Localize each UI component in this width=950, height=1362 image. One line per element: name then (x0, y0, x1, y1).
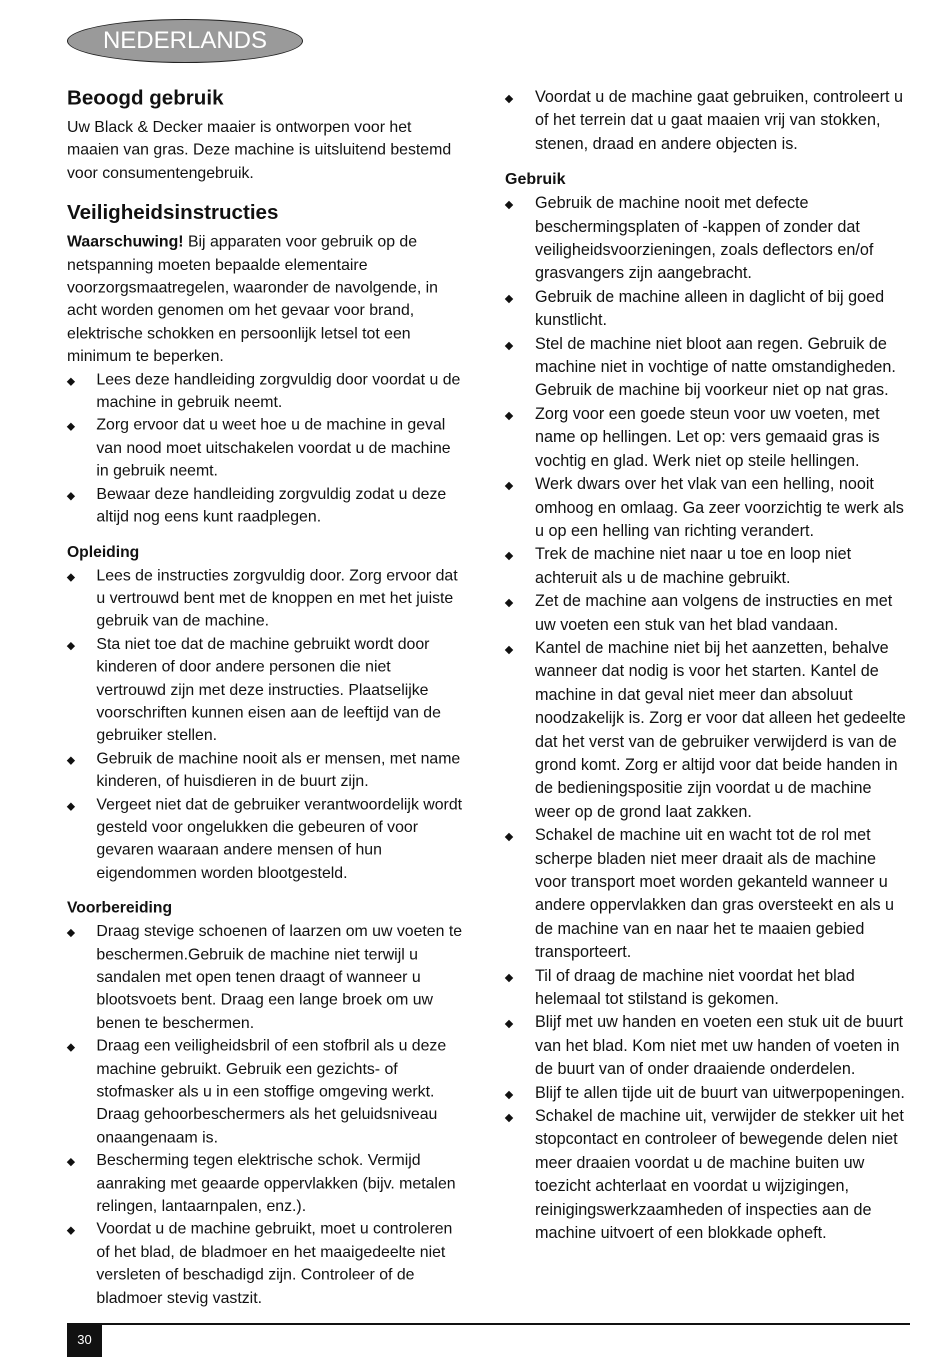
diamond-bullet-icon (67, 642, 75, 650)
list-item (67, 483, 464, 529)
list-item-text: Lees deze handleiding zorgvuldig door voordat u de machine in gebruik neemt. (96, 370, 461, 412)
preparation-heading: Voorbereiding (67, 899, 173, 917)
list-item (505, 637, 910, 824)
list-item-text: Blijf te allen tijde uit de buurt van uitwerpopeningen. (535, 1083, 905, 1102)
diamond-bullet-icon (505, 482, 513, 490)
preparation-list (67, 920, 464, 1310)
diamond-bullet-icon (67, 1044, 75, 1052)
list-item (67, 564, 464, 633)
list-item (67, 414, 464, 483)
list-item-text: Vergeet niet dat de gebruiker verantwoordelijk wordt gesteld voor ongelukken die gebeuren of voor gevaren waaraan andere mensen of hun eigendommen worden blootgesteld. (96, 795, 463, 882)
list-item (505, 1105, 910, 1245)
list-item (67, 1218, 464, 1310)
list-item-text: Bescherming tegen elektrische schok. Vermijd aanraking met geaarde oppervlakken (bijv. metalen relingen, lantaarnpalen, enz.). (96, 1151, 456, 1216)
diamond-bullet-icon (505, 599, 513, 607)
diamond-bullet-icon (67, 423, 75, 431)
list-item (505, 543, 910, 590)
footer-rule (67, 1323, 910, 1325)
use-heading: Gebruik (505, 171, 566, 189)
list-item (505, 965, 910, 1012)
list-item-text: Gebruik de machine alleen in daglicht of bij goed kunstlicht. (535, 287, 885, 330)
warning-paragraph (67, 231, 464, 369)
diamond-bullet-icon (67, 573, 75, 581)
left-column (67, 86, 464, 1310)
list-item (505, 824, 910, 964)
diamond-bullet-icon (505, 412, 513, 420)
list-item-text: Blijf met uw handen en voeten een stuk uit de buurt van het blad. Kom niet met uw handen of voeten in de buurt van of onder draaiende onderdelen. (535, 1013, 904, 1079)
diamond-bullet-icon (67, 802, 75, 810)
right-column (505, 86, 910, 1246)
list-item-text: Werk dwars over het vlak van een helling, nooit omhoog en omlaag. Ga zeer voorzichtig te werk als u op een helling van richting verandert. (535, 475, 904, 540)
list-item (67, 748, 464, 794)
list-item (505, 1082, 910, 1105)
list-item-text: Stel de machine niet bloot aan regen. Gebruik de machine niet in vochtige of natte omstandigheden. Gebruik de machine bij voorkeur niet op nat gras. (535, 334, 896, 400)
list-item (505, 403, 910, 473)
list-item-text: Voordat u de machine gaat gebruiken, controleert u of het terrein dat u gaat maaien vrij van stokken, stenen, draad en andere objecten is. (535, 88, 904, 153)
list-item (67, 633, 464, 748)
list-item (505, 333, 910, 403)
list-item (67, 920, 464, 1035)
list-item (67, 1035, 464, 1150)
list-item-text: Gebruik de machine nooit als er mensen, met name kinderen, of huisdieren in de buurt zijn. (96, 749, 461, 791)
list-item-text: Schakel de machine uit en wacht tot de rol met scherpe bladen niet meer draait als de machine voor transport moet worden gekanteld wanneer u andere oppervlakken dan gras oversteekt en als u de machine van en naar het te maaien gebied transporteert. (535, 826, 895, 962)
intended-use-text: Uw Black & Decker maaier is ontworpen voor het maaien van gras. Deze machine is uitsluitend bestemd voor consumentengebruik. (67, 118, 452, 182)
diamond-bullet-icon (505, 201, 513, 209)
warning-label: Waarschuwing! (67, 233, 184, 251)
safety-heading: Veiligheidsinstructies (67, 201, 279, 225)
list-item (505, 192, 910, 286)
list-item (67, 1150, 464, 1219)
diamond-bullet-icon (505, 295, 513, 303)
diamond-bullet-icon (67, 756, 75, 764)
list-item-text: Zorg ervoor dat u weet hoe u de machine in geval van nood moet uitschakelen voordat u de machine in gebruik neemt. (96, 416, 451, 480)
diamond-bullet-icon (505, 973, 513, 981)
diamond-bullet-icon (505, 646, 513, 654)
diamond-bullet-icon (505, 552, 513, 560)
diamond-bullet-icon (505, 1020, 513, 1028)
list-item (505, 1011, 910, 1081)
list-item (505, 590, 910, 637)
diamond-bullet-icon (505, 1114, 513, 1122)
list-item (505, 286, 910, 333)
preparation-list-continued (505, 86, 910, 156)
list-item-text: Sta niet toe dat de machine gebruikt wordt door kinderen of door andere personen die niet vertrouwd zijn met deze instructies. Plaatselijke voorschriften kunnen eisen aan de leeftijd van de gebruiker stellen. (96, 635, 441, 745)
list-item (67, 369, 464, 415)
training-list (67, 564, 464, 885)
diamond-bullet-icon (67, 929, 75, 937)
list-item (505, 86, 910, 156)
diamond-bullet-icon (505, 95, 513, 103)
list-item (67, 794, 464, 886)
list-item-text: Til of draag de machine niet voordat het blad helemaal tot stilstand is gekomen. (535, 966, 855, 1009)
list-item-text: Gebruik de machine nooit met defecte beschermingsplaten of -kappen of zonder dat veiligheidsvoorzieningen, zoals deflectors en/of grasvangers zijn aangebracht. (535, 194, 874, 283)
diamond-bullet-icon (505, 833, 513, 841)
use-list (505, 192, 910, 1245)
list-item-text: Trek de machine niet naar u toe en loop niet achteruit als u de machine gebruikt. (535, 545, 852, 587)
safety-list (67, 369, 464, 529)
diamond-bullet-icon (67, 377, 75, 385)
intended-use-heading: Beoogd gebruik (67, 86, 224, 110)
list-item-text: Draag een veiligheidsbril of een stofbril als u deze machine gebruikt. Gebruik een gezichts- of stofmasker als u in een stoffige omgeving werkt. Draag gehoorbeschermers als het geluidsniveau onaangenaam is. (96, 1037, 447, 1147)
list-item-text: Bewaar deze handleiding zorgvuldig zodat u deze altijd nog eens kunt raadplegen. (96, 485, 447, 526)
list-item-text: Kantel de machine niet bij het aanzetten, behalve wanneer dat nodig is voor het starten. Kantel de machine in dat geval niet meer dan absoluut noodzakelijk is. Zorg er voor dat alleen het gedeelte dat het verst van de gebruiker verwijderd is van de grond komt. Zorg er altijd voor dat beide handen in de bedieningspositie zijn voordat u de machine weer op de grond laat zakken. (535, 638, 906, 821)
language-badge: NEDERLANDS (67, 19, 303, 63)
list-item-text: Lees de instructies zorgvuldig door. Zorg ervoor dat u vertrouwd bent met de knoppen en met het juiste gebruik van de machine. (96, 566, 458, 630)
diamond-bullet-icon (67, 1158, 75, 1166)
warning-text: Bij apparaten voor gebruik op de netspanning moeten bepaalde elementaire voorzorgsmaatregelen, waaronder de navolgende, in acht worden genomen om het gevaar voor brand, elektrische schokken en persoonlijk letsel tot een minimum te beperken. (67, 233, 438, 366)
list-item (505, 473, 910, 543)
list-item-text: Voordat u de machine gebruikt, moet u controleren of het blad, de bladmoer en het maaigedeelte niet versleten of beschadigd zijn. Controleer of de bladmoer stevig vastzit. (96, 1220, 453, 1307)
list-item-text: Schakel de machine uit, verwijder de stekker uit het stopcontact en controleer of bewegende delen niet meer draaien voordat u de machine buiten uw toezicht achterlaat en voordat u wijzigingen, reinigingswerkzaamheden of inspecties aan de machine uitvoert of een blokkade opheft. (535, 1107, 904, 1243)
page-number: 30 (67, 1323, 102, 1357)
diamond-bullet-icon (67, 492, 75, 500)
diamond-bullet-icon (67, 1227, 75, 1235)
diamond-bullet-icon (505, 341, 513, 349)
diamond-bullet-icon (505, 1090, 513, 1098)
list-item-text: Zorg voor een goede steun voor uw voeten, met name op hellingen. Let op: vers gemaaid gras is vochtig en glad. Werk niet op steile hellingen. (535, 404, 880, 470)
training-heading: Opleiding (67, 543, 140, 561)
list-item-text: Draag stevige schoenen of laarzen om uw voeten te beschermen.Gebruik de machine niet terwijl u sandalen met open tenen draagt of wanneer u blootsvoets bent. Draag een lange broek om uw benen te beschermen. (96, 922, 463, 1032)
list-item-text: Zet de machine aan volgens de instructies en met uw voeten een stuk van het blad vandaan. (535, 592, 893, 634)
